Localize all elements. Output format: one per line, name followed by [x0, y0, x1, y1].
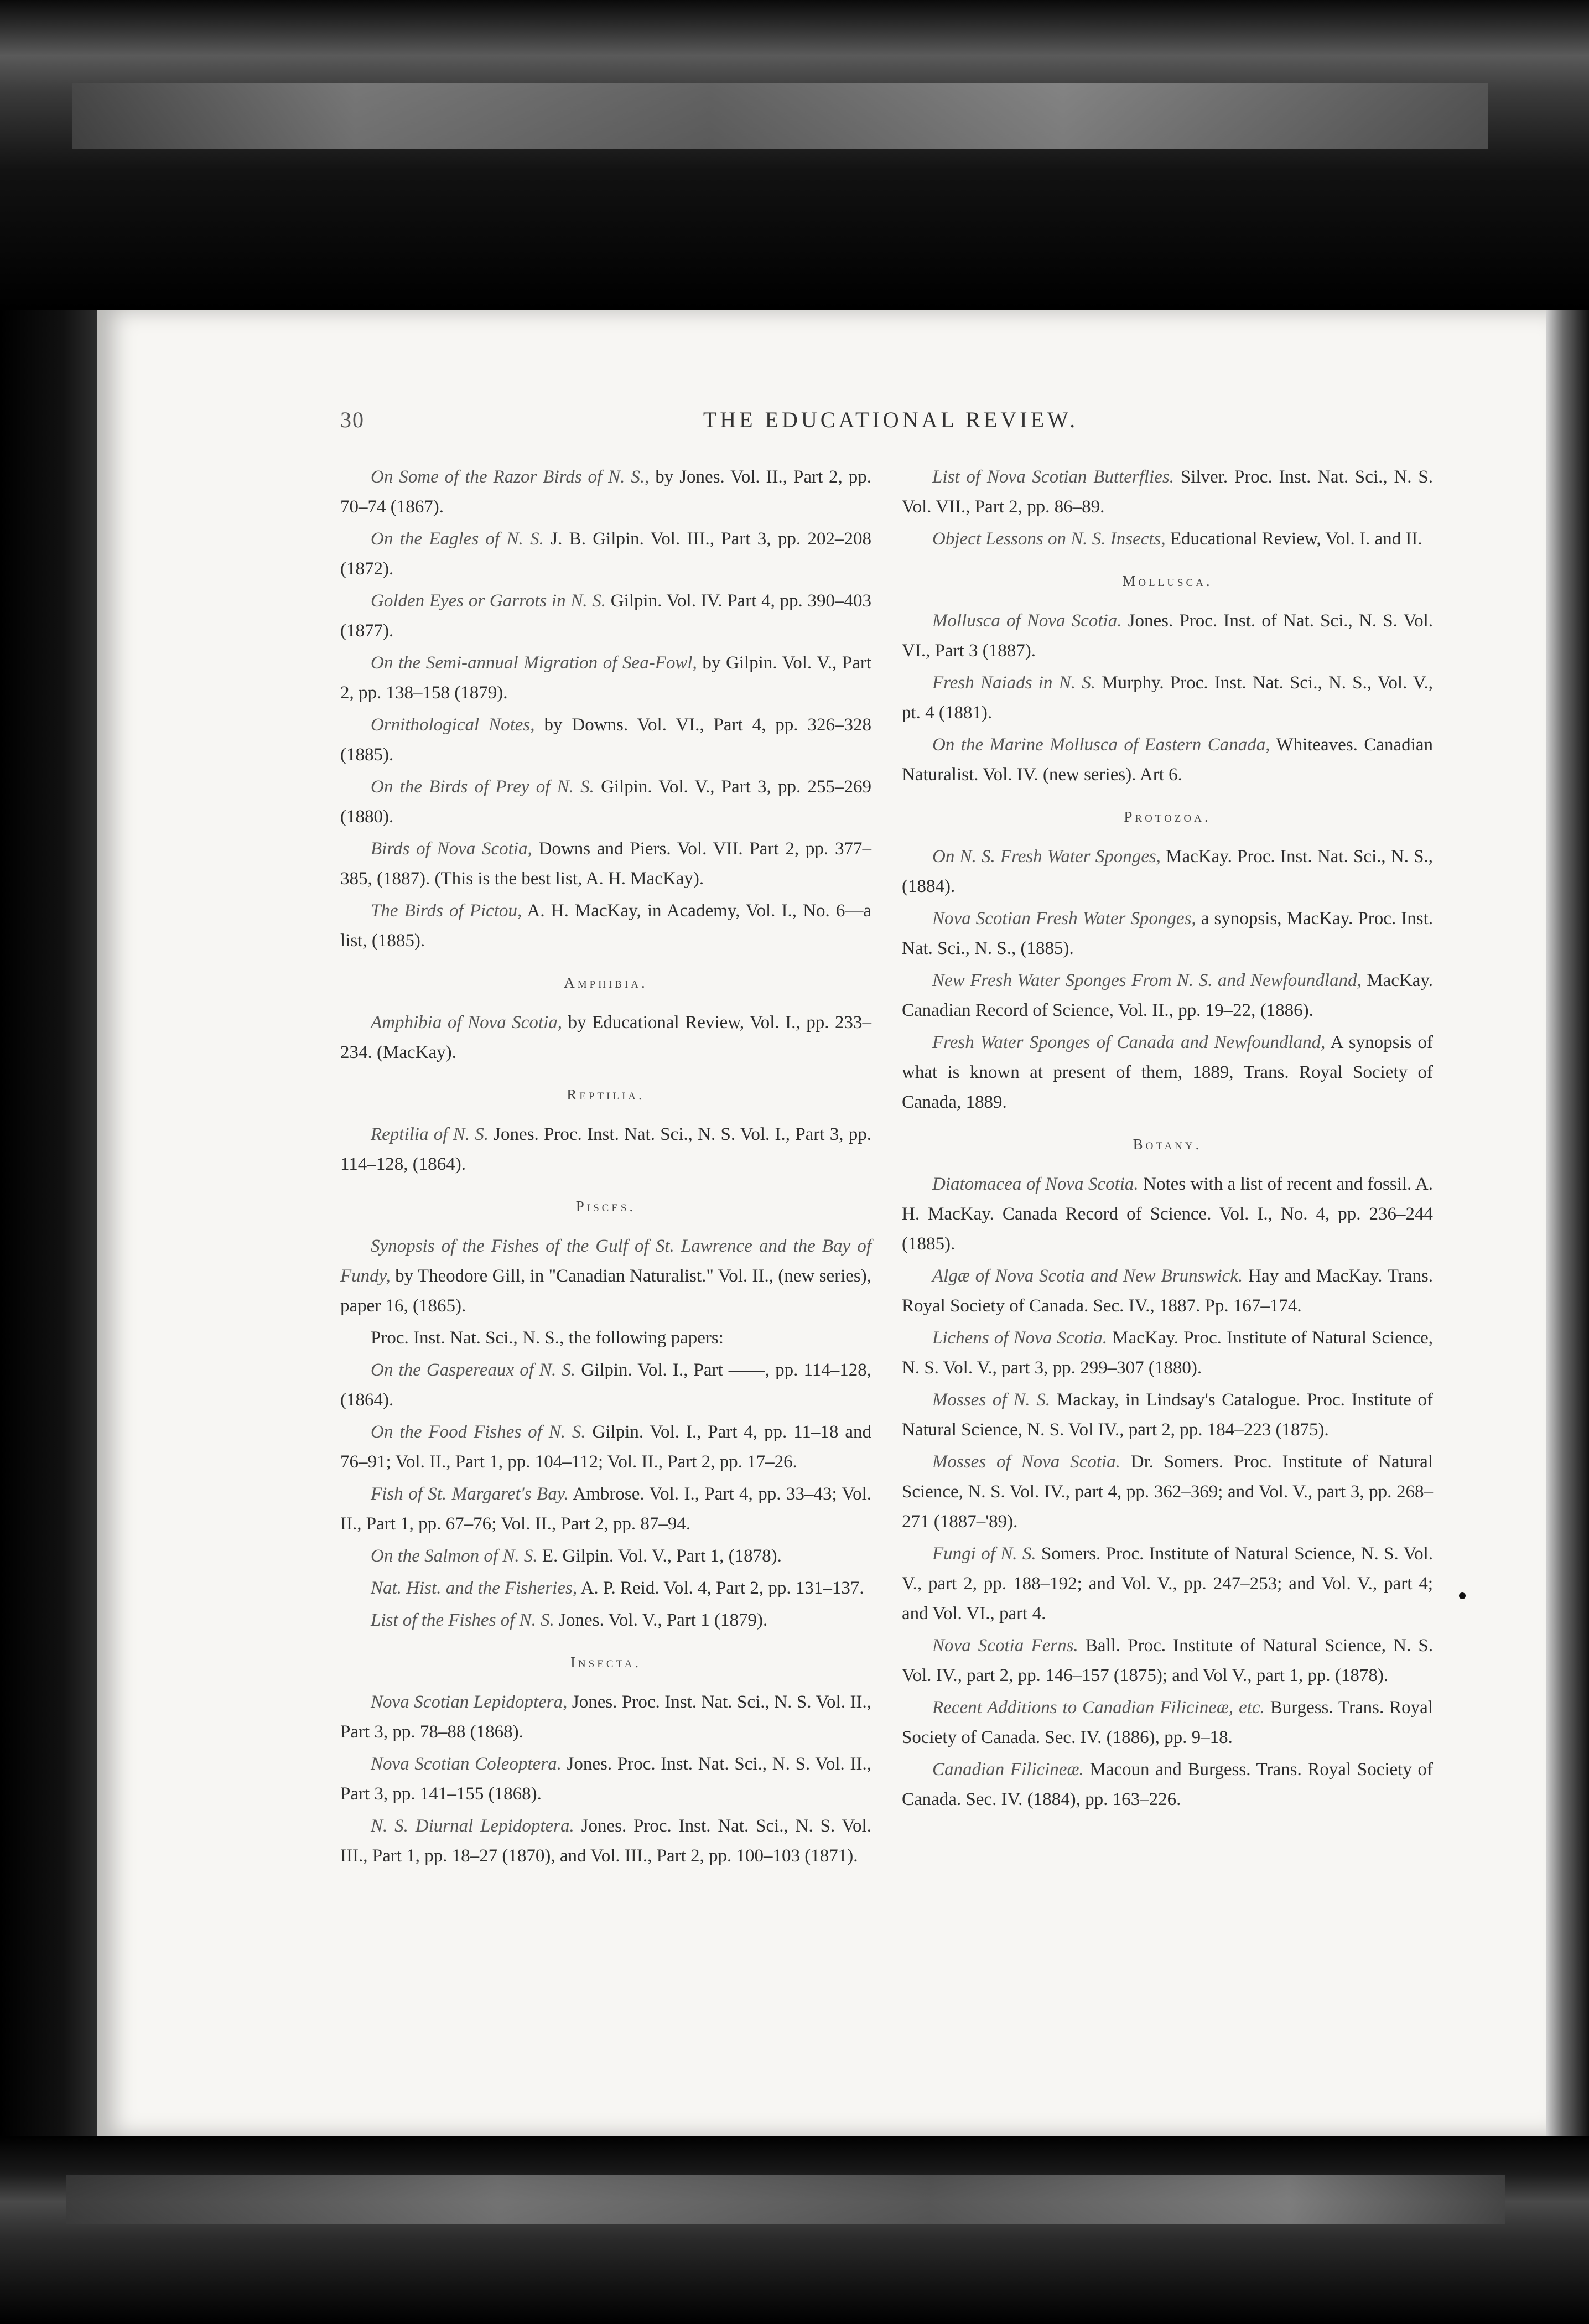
- entry-citation: Notes with a list of recent and fossil. A. H. MacKay. Canada Record of Science. Vol. I., No. 4, pp. 236–244 (1885).: [902, 1174, 1433, 1254]
- bibliography-entry: [902, 1385, 1433, 1445]
- entry-citation: Whiteaves. Canadian Naturalist. Vol. IV. (new series). Art 6.: [902, 735, 1433, 785]
- bibliography-entry: [340, 1008, 871, 1067]
- bibliography-entry: [902, 1261, 1433, 1321]
- bibliography-entry: [902, 730, 1433, 790]
- insecta-heading: Insecta.: [570, 1654, 642, 1671]
- entry-citation: Jones. Proc. Inst. Nat. Sci., N. S. Vol. II., Part 3, pp. 78–88 (1868).: [340, 1692, 872, 1742]
- bibliography-entry: [340, 1355, 871, 1415]
- entry-title: Nova Scotian Coleoptera.: [371, 1754, 562, 1774]
- binding-shadow: [0, 310, 105, 2136]
- entry-title: On the Gaspereaux of N. S.: [371, 1360, 576, 1380]
- bibliography-entry: [340, 1231, 871, 1321]
- entry-title: Reptilia of N. S.: [371, 1124, 489, 1144]
- entry-citation: MacKay. Proc. Inst. Nat. Sci., N. S., (1884).: [902, 847, 1433, 896]
- entry-title: Ornithological Notes,: [371, 715, 535, 735]
- entry-title: Synopsis of the Fishes of the Gulf of St. Lawrence and the Bay of Fundy,: [340, 1236, 871, 1286]
- entry-citation: Educational Review, Vol. I. and II.: [1165, 529, 1422, 549]
- entry-citation: MacKay. Canadian Record of Science, Vol. II., pp. 19–22, (1886).: [902, 971, 1433, 1020]
- entry-citation: Burgess. Trans. Royal Society of Canada. Sec. IV. (1886), pp. 9–18.: [902, 1698, 1433, 1747]
- pisces-heading: Pisces.: [575, 1198, 636, 1215]
- bibliography-entry: [340, 462, 871, 522]
- botany-section: [902, 1169, 1433, 1814]
- entry-citation: a synopsis, MacKay. Proc. Inst. Nat. Sci., N. S., (1885).: [902, 909, 1434, 958]
- bibliography-entry: [902, 462, 1433, 522]
- entry-title: On the Salmon of N. S.: [371, 1546, 538, 1566]
- protozoa-section: [902, 842, 1433, 1117]
- entry-citation: Hay and MacKay. Trans. Royal Society of Canada. Sec. IV., 1887. Pp. 167–174.: [902, 1266, 1433, 1316]
- entry-title: Nat. Hist. and the Fisheries,: [371, 1578, 578, 1598]
- entry-title: Lichens of Nova Scotia.: [932, 1328, 1108, 1348]
- entry-title: Fish of St. Margaret's Bay.: [371, 1484, 569, 1504]
- bibliography-entry: [902, 1447, 1433, 1537]
- bibliography-entry: [340, 834, 871, 894]
- entry-title: Fungi of N. S.: [932, 1544, 1036, 1564]
- bibliography-entry: [340, 648, 871, 708]
- entry-citation: Jones. Proc. Inst. Nat. Sci., N. S. Vol. III., Part 1, pp. 18–27 (1870), and Vol. III., Part 2, pp. 100–103 (1871).: [340, 1816, 871, 1866]
- entry-title: Nova Scotian Lepidoptera,: [371, 1692, 568, 1712]
- entry-citation: by Gilpin. Vol. V., Part 2, pp. 138–158 (1879).: [340, 653, 871, 703]
- entry-citation: Ball. Proc. Institute of Natural Science, N. S. Vol. IV., part 2, pp. 146–157 (1875); and Vol V., part 1, pp. (1878).: [902, 1636, 1433, 1685]
- entry-citation: by Theodore Gill, in "Canadian Naturalist." Vol. II., (new series), paper 16, (1865).: [340, 1266, 871, 1316]
- bibliography-entry: [902, 524, 1433, 554]
- bibliography-entry: [340, 1323, 871, 1353]
- bibliography-entry: [340, 1605, 871, 1635]
- entry-citation: J. B. Gilpin. Vol. III., Part 3, pp. 202–208 (1872).: [340, 529, 871, 579]
- bibliography-entry: [340, 524, 871, 584]
- entry-citation: MacKay. Proc. Institute of Natural Science, N. S. Vol. V., part 3, pp. 299–307 (1880).: [902, 1328, 1433, 1378]
- entry-title: On the Birds of Prey of N. S.: [371, 777, 594, 797]
- entry-title: Nova Scotian Fresh Water Sponges,: [932, 909, 1196, 928]
- reptilia-section: [340, 1119, 871, 1179]
- entry-title: List of the Fishes of N. S.: [371, 1610, 554, 1630]
- right-column: [902, 462, 1433, 1817]
- bibliography-entry: [902, 1028, 1433, 1117]
- left-column: [340, 462, 871, 1873]
- entry-title: Recent Additions to Canadian Filicineæ, etc.: [932, 1698, 1265, 1718]
- entry-citation: by Educational Review, Vol. I., pp. 233–234. (MacKay).: [340, 1013, 872, 1062]
- entry-title: On the Food Fishes of N. S.: [371, 1422, 586, 1442]
- entry-citation: Jones. Vol. V., Part 1 (1879).: [554, 1610, 768, 1630]
- entry-title: Mosses of Nova Scotia.: [932, 1452, 1120, 1472]
- entry-title: On the Marine Mollusca of Eastern Canada,: [932, 735, 1270, 755]
- entry-title: Fresh Naiads in N. S.: [932, 673, 1095, 693]
- bibliography-entry: [902, 606, 1433, 666]
- insecta-section: [340, 1687, 871, 1871]
- page-number: 30: [340, 407, 365, 432]
- entry-citation: E. Gilpin. Vol. V., Part 1, (1878).: [537, 1546, 782, 1566]
- amphibia-section: [340, 1008, 871, 1067]
- page-header: [340, 407, 1441, 445]
- bibliography-entry: [902, 966, 1433, 1025]
- entry-citation: Proc. Inst. Nat. Sci., N. S., the following papers:: [371, 1328, 724, 1348]
- entry-citation: Macoun and Burgess. Trans. Royal Society of Canada. Sec. IV. (1884), pp. 163–226.: [902, 1760, 1433, 1809]
- entry-title: On the Eagles of N. S.: [371, 529, 544, 549]
- bibliography-entry: [902, 1169, 1433, 1259]
- film-edge-strip-top: [72, 83, 1488, 149]
- film-edge-strip-bottom: [66, 2175, 1505, 2224]
- bibliography-entry: [340, 1687, 871, 1747]
- entry-citation: by Jones. Vol. II., Part 2, pp. 70–74 (1867).: [340, 467, 871, 517]
- entry-citation: by Downs. Vol. VI., Part 4, pp. 326–328 (1885).: [340, 715, 871, 765]
- bibliography-entry: [340, 1749, 871, 1809]
- page-edge-right: [1546, 310, 1589, 2136]
- bibliography-entry: [902, 1631, 1433, 1690]
- bibliography-entry: [340, 710, 871, 770]
- bibliography-entry: [902, 1323, 1433, 1383]
- entry-citation: Gilpin. Vol. IV. Part 4, pp. 390–403 (1877).: [340, 591, 871, 641]
- entry-title: Mollusca of Nova Scotia.: [932, 611, 1122, 631]
- entry-title: Diatomacea of Nova Scotia.: [932, 1174, 1139, 1194]
- entry-title: Golden Eyes or Garrots in N. S.: [371, 591, 606, 611]
- entry-citation: Silver. Proc. Inst. Nat. Sci., N. S. Vol. VII., Part 2, pp. 86–89.: [902, 467, 1433, 517]
- entry-title: New Fresh Water Sponges From N. S. and Newfoundland,: [932, 971, 1362, 990]
- entry-title: List of Nova Scotian Butterflies.: [932, 467, 1174, 487]
- entry-citation: Dr. Somers. Proc. Institute of Natural Science, N. S. Vol. IV., part 4, pp. 362–369; and Vol. V., part 3, pp. 268–271 (1887–'89).: [902, 1452, 1433, 1532]
- film-border-bottom: [0, 2136, 1589, 2324]
- entry-citation: Somers. Proc. Institute of Natural Science, N. S. Vol. V., part 2, pp. 188–192; and Vol. V., pp. 247–253; and Vol. V., part 4; and Vol. VI., part 4.: [902, 1544, 1433, 1623]
- entry-citation: Jones. Proc. Inst. Nat. Sci., N. S. Vol. I., Part 3, pp. 114–128, (1864).: [340, 1124, 871, 1174]
- entry-title: Mosses of N. S.: [932, 1390, 1051, 1410]
- entry-title: N. S. Diurnal Lepidoptera.: [371, 1816, 574, 1836]
- entry-citation: Mackay, in Lindsay's Catalogue. Proc. Institute of Natural Science, N. S. Vol IV., part 2, pp. 184–223 (1875).: [902, 1390, 1434, 1440]
- mollusca-heading: Mollusca.: [1122, 573, 1213, 589]
- entry-citation: Gilpin. Vol. V., Part 3, pp. 255–269 (1880).: [340, 777, 871, 827]
- entry-citation: Gilpin. Vol. I., Part 4, pp. 11–18 and 76–91; Vol. II., Part 1, pp. 104–112; Vol. II., Part 2, pp. 17–26.: [340, 1422, 871, 1472]
- entry-title: Object Lessons on N. S. Insects,: [932, 529, 1166, 549]
- bibliography-entry: [902, 668, 1433, 728]
- amphibia-heading: Amphibia.: [564, 974, 648, 991]
- bibliography-entry: [340, 896, 871, 956]
- bibliography-entry: [902, 1693, 1433, 1752]
- protozoa-heading: Protozoa.: [1124, 808, 1211, 825]
- bibliography-entry: [340, 1119, 871, 1179]
- bibliography-entry: [340, 1479, 871, 1539]
- entry-title: Birds of Nova Scotia,: [371, 839, 532, 859]
- ink-speck: [1459, 1592, 1466, 1599]
- entry-title: The Birds of Pictou,: [371, 901, 522, 921]
- bibliography-entry: [340, 1811, 871, 1871]
- bibliography-entry: [340, 772, 871, 832]
- entry-citation: Ambrose. Vol. I., Part 4, pp. 33–43; Vol. II., Part 1, pp. 67–76; Vol. II., Part 2, pp. 87–94.: [340, 1484, 871, 1534]
- entry-title: Amphibia of Nova Scotia,: [371, 1013, 563, 1033]
- entry-citation: A. H. MacKay, in Academy, Vol. I., No. 6—a list, (1885).: [340, 901, 871, 951]
- entry-title: On Some of the Razor Birds of N. S.,: [371, 467, 650, 487]
- insecta-continued-section: [902, 462, 1433, 554]
- bibliography-entry: [340, 586, 871, 646]
- entry-title: Canadian Filicineæ.: [932, 1760, 1084, 1780]
- bibliography-entry: [902, 842, 1433, 901]
- entry-citation: Downs and Piers. Vol. VII. Part 2, pp. 377–385, (1887). (This is the best list, A. H. MacKay).: [340, 839, 871, 889]
- bibliography-entry: [340, 1573, 871, 1603]
- entry-title: Nova Scotia Ferns.: [932, 1636, 1078, 1656]
- entry-citation: A synopsis of what is known at present of them, 1889, Trans. Royal Society of Canada, 1889.: [902, 1033, 1434, 1112]
- entry-title: Fresh Water Sponges of Canada and Newfoundland,: [932, 1033, 1326, 1052]
- birds-section: [340, 462, 871, 956]
- entry-citation: Murphy. Proc. Inst. Nat. Sci., N. S., Vol. V., pt. 4 (1881).: [902, 673, 1434, 723]
- bibliography-entry: [902, 1755, 1433, 1814]
- entry-title: On N. S. Fresh Water Sponges,: [932, 847, 1161, 867]
- bibliography-entry: [902, 1539, 1433, 1628]
- botany-heading: Botany.: [1133, 1136, 1202, 1153]
- bibliography-entry: [902, 904, 1433, 963]
- entry-citation: Gilpin. Vol. I., Part ——, pp. 114–128, (1864).: [340, 1360, 871, 1410]
- entry-title: On the Semi-annual Migration of Sea-Fowl,: [371, 653, 697, 673]
- mollusca-section: [902, 606, 1433, 790]
- bibliography-entry: [340, 1541, 871, 1571]
- pisces-section: [340, 1231, 871, 1635]
- entry-citation: A. P. Reid. Vol. 4, Part 2, pp. 131–137.: [577, 1578, 864, 1598]
- bibliography-entry: [340, 1417, 871, 1477]
- film-border-top: [0, 0, 1589, 310]
- running-title: THE EDUCATIONAL REVIEW.: [703, 407, 1079, 432]
- entry-title: Algæ of Nova Scotia and New Brunswick.: [932, 1266, 1243, 1286]
- entry-citation: Jones. Proc. Inst. of Nat. Sci., N. S. Vol. VI., Part 3 (1887).: [902, 611, 1433, 661]
- entry-citation: Jones. Proc. Inst. Nat. Sci., N. S. Vol. II., Part 3, pp. 141–155 (1868).: [340, 1754, 871, 1804]
- reptilia-heading: Reptilia.: [567, 1086, 645, 1103]
